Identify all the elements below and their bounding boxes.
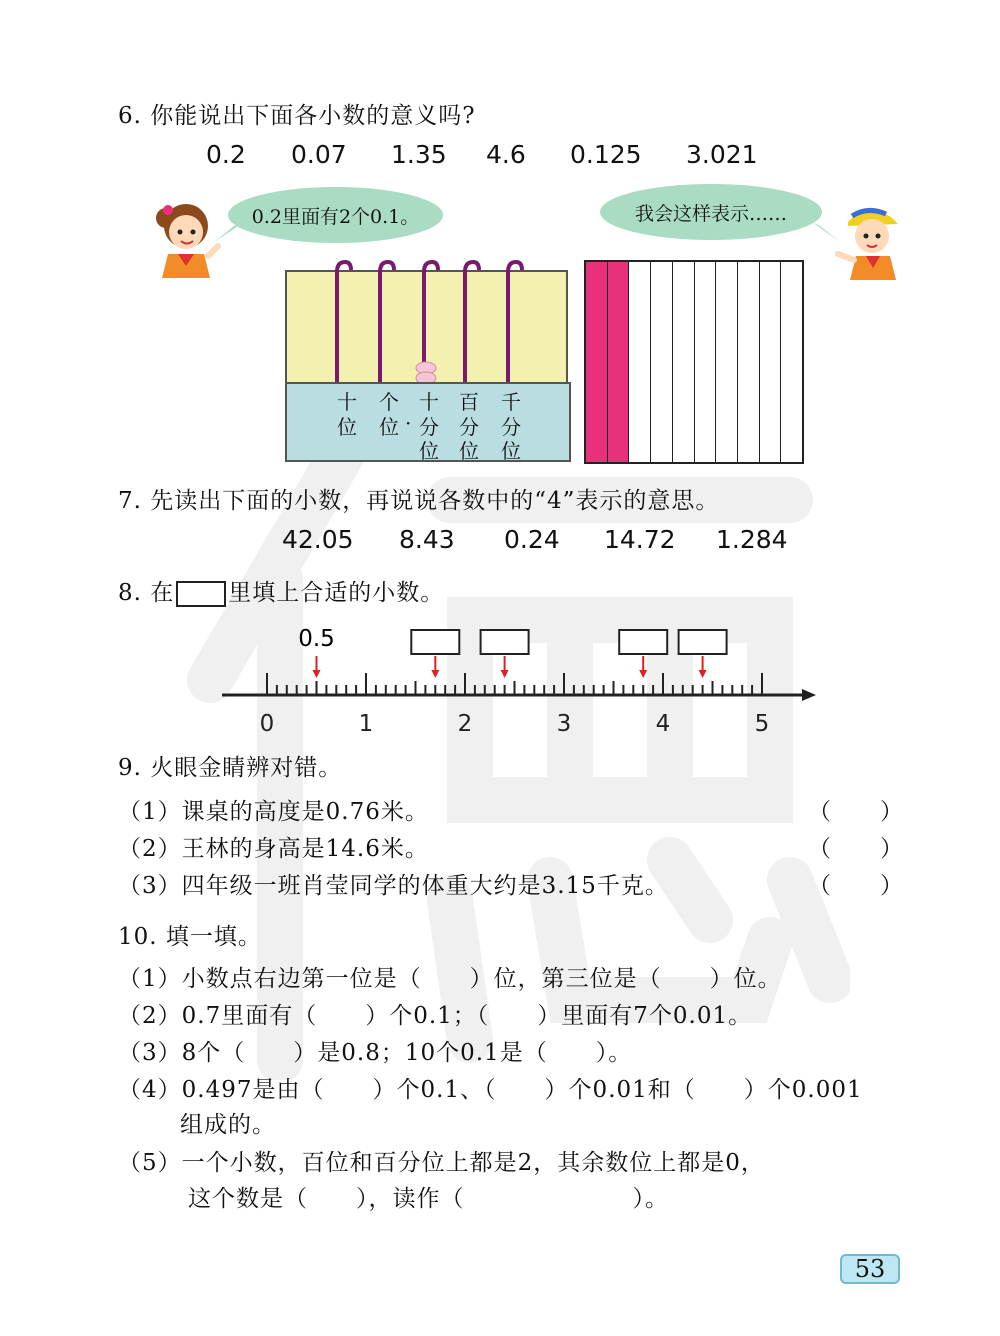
place-label: 十 (419, 390, 439, 414)
q6-number: 4.6 (486, 140, 526, 169)
q7-number: 14.72 (604, 525, 676, 554)
axis-tick-label: 1 (358, 711, 374, 737)
place-label: 位 (501, 439, 521, 463)
q7-number: 8.43 (399, 525, 455, 554)
boy-speech-bubble: 我会这样表示…… (600, 184, 822, 240)
point-arrow (639, 656, 647, 678)
q6-number: 0.125 (570, 140, 642, 169)
question-7-title: 7. 先读出下面的小数，再说说各数中的“4”表示的意思。 (118, 488, 720, 514)
q7-number: 0.24 (504, 525, 560, 554)
place-label: 分 (419, 415, 439, 439)
tenth-strip (760, 262, 782, 462)
q10-item: （3）8个（ ）是0.8；10个0.1是（ ）。 (118, 1040, 633, 1066)
q6-number: 3.021 (686, 140, 758, 169)
abacus-place-labels (285, 382, 571, 462)
question-8-title (118, 574, 444, 607)
point-arrow (501, 656, 509, 678)
q8-title-end: 里填上合适的小数。 (228, 580, 445, 606)
item-number: （1） (118, 799, 182, 825)
answer-box[interactable] (679, 630, 727, 654)
q10-item-continued: 组成的。 (180, 1112, 276, 1138)
point-arrow (313, 656, 321, 678)
answer-blank[interactable]: （ ） (808, 799, 904, 825)
sample-answer-box (176, 581, 226, 607)
tenth-strip (695, 262, 717, 462)
tenth-strip (781, 262, 802, 462)
answer-blank[interactable]: （ ） (808, 873, 904, 899)
decimal-point: · (405, 411, 412, 435)
q10-item: （5）一个小数，百位和百分位上都是2，其余数位上都是0， (118, 1150, 765, 1176)
shaded-tenth (608, 262, 630, 462)
page-number: 53 (840, 1254, 900, 1284)
number-line-chart (0, 620, 1000, 740)
girl-bubble-tail (214, 222, 244, 244)
item-number: （2） (118, 836, 182, 862)
answer-blank[interactable]: （ ） (808, 836, 904, 862)
q6-number: 1.35 (391, 140, 447, 169)
axis-tick-label: 0 (259, 711, 275, 737)
place-label: 位 (379, 415, 399, 439)
q10-item: （4）0.497是由（ ）个0.1、（ ）个0.01和（ ）个0.001 (118, 1077, 863, 1103)
place-label: 十 (337, 390, 357, 414)
answer-box[interactable] (481, 630, 529, 654)
girl-speech-bubble: 0.2里面有2个0.1。 (228, 187, 443, 243)
tenth-strip (716, 262, 738, 462)
girl-character-illustration (148, 196, 224, 278)
q6-number: 0.2 (206, 140, 246, 169)
q10-item: （1）小数点右边第一位是（ ）位，第三位是（ ）位。 (118, 966, 782, 992)
q6-number: 0.07 (291, 140, 347, 169)
given-value-label: 0.5 (298, 626, 335, 652)
place-label: 位 (459, 439, 479, 463)
answer-box[interactable] (619, 630, 667, 654)
axis-tick-label: 5 (754, 711, 770, 737)
abacus-rods (285, 258, 568, 388)
place-label: 分 (501, 415, 521, 439)
item-text: 四年级一班肖莹同学的体重大约是3.15千克。 (181, 873, 669, 899)
q9-item (118, 867, 669, 900)
tenth-strip (651, 262, 673, 462)
place-label: 个 (379, 390, 399, 414)
tenth-strip (738, 262, 760, 462)
tenths-strip-diagram (584, 260, 804, 464)
tenth-strip (673, 262, 695, 462)
q10-item-continued: 这个数是（ ），读作（ ）。 (188, 1186, 669, 1212)
place-label: 位 (337, 415, 357, 439)
place-label: 百 (459, 390, 479, 414)
item-number: （3） (118, 873, 182, 899)
answer-box[interactable] (411, 630, 459, 654)
axis-tick-label: 3 (556, 711, 572, 737)
place-label: 分 (459, 415, 479, 439)
boy-character-illustration (832, 200, 904, 280)
question-10-title: 10. 填一填。 (118, 924, 262, 950)
q9-item (118, 830, 429, 863)
place-label: 位 (419, 439, 439, 463)
q10-item: （2）0.7里面有（ ）个0.1；（ ）里面有7个0.01。 (118, 1003, 753, 1029)
q8-title-start: 8. 在 (118, 580, 175, 606)
shaded-tenth (586, 262, 608, 462)
place-label: 千 (501, 390, 521, 414)
question-9-title: 9. 火眼金睛辨对错。 (118, 755, 343, 781)
item-text: 王林的身高是14.6米。 (181, 836, 429, 862)
q7-number: 42.05 (282, 525, 354, 554)
point-arrow (431, 656, 439, 678)
tenth-strip (629, 262, 651, 462)
axis-tick-label: 2 (457, 711, 473, 737)
q9-item (118, 793, 429, 826)
q7-number: 1.284 (716, 525, 788, 554)
question-6-title: 6. 你能说出下面各小数的意义吗? (118, 103, 476, 129)
item-text: 课桌的高度是0.76米。 (181, 799, 429, 825)
axis-tick-label: 4 (655, 711, 671, 737)
axis-arrowhead (802, 689, 816, 701)
point-arrow (699, 656, 707, 678)
